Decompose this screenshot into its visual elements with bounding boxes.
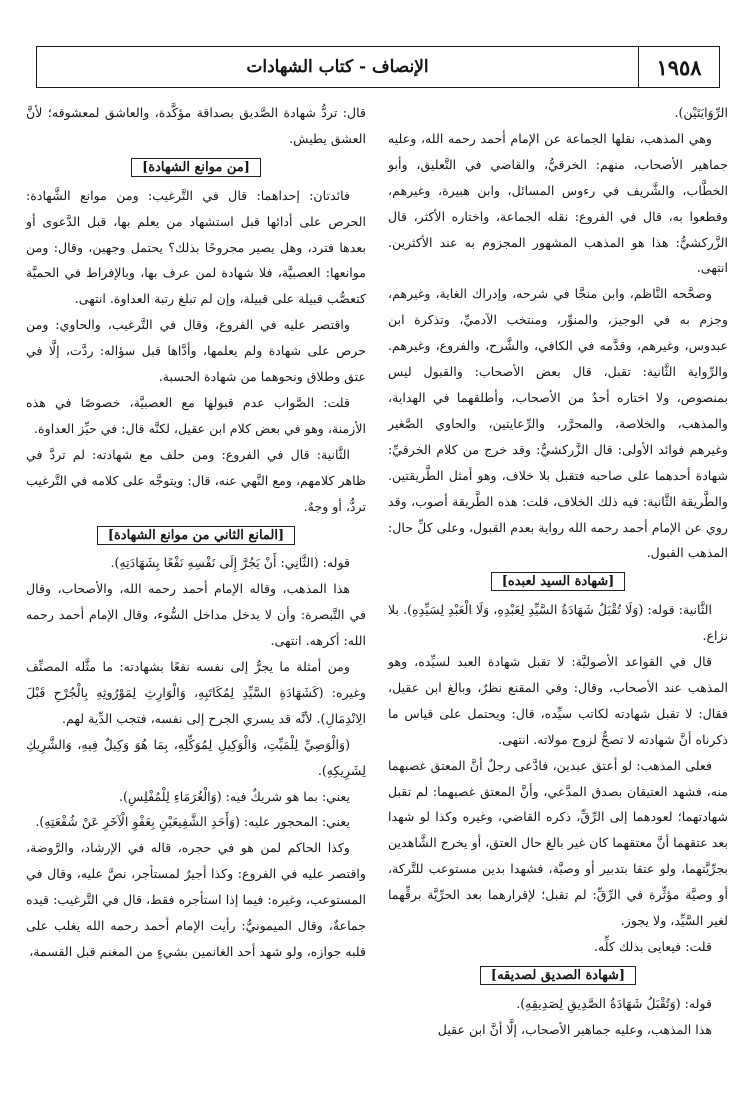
paragraph: واقتصر عليه في الفروع، وقال في التَّرغيب، والحاوي: ومن حرص على شهادة ولم يعلمها، وأدَّاها قبل سؤاله: ردَّت، إلَّا في عتق وطلاق ونحوهما من شهادة الحسبة. (26, 317, 366, 385)
section-heading-text: [من موانع الشهادة] (131, 158, 261, 177)
paragraph: قلت: الصَّواب عدم قبولها مع العصبيَّة، خصوصًا في هذه الأزمنة، وهو في بعض كلام ابن عقيل، لكنَّه قال: في حيِّز العداوة. (26, 394, 366, 436)
paragraph: قال: تردُّ شهادة الصَّديق بصداقة مؤكَّدة، والعاشق لمعشوقه؛ لأنَّ العشق يطيش. (26, 105, 366, 146)
paragraph: هذا المذهب، وعليه جماهير الأصحاب، إلَّا أنَّ ابن عقيل (437, 1021, 712, 1037)
paragraph: وكذا الحاكم لمن هو في حجره، قاله في الإرشاد، والرَّوضة، واقتصر عليه في الفروع: وكذا أجيرٌ لمستأجر، نصَّ عليه، وقال في المستوعب، وغيره: فيما إذا استأجره فقط، قال في التَّرغيب: قيده جماعةٌ، وقال الميمونيُّ: رأيت الإمام أحمد رحمه الله يغلب على قلبه جوازه، ولو شهد أحد الغانمين بشيءٍ من المغنم قبل القسمة، (26, 840, 366, 959)
section-heading-text: [شهادة السيد لعبده] (491, 572, 626, 591)
paragraph: الثَّانية: قال في الفروع: ومن حلف مع شهادته: لم تردَّ في ظاهر كلامهم، ومع النَّهي عنه، قال: ويتوجَّه على كلامه في التَّرغيب تردُّ، أو وجهٌ. (26, 446, 366, 514)
page-header (36, 46, 720, 88)
right-column (388, 100, 728, 1043)
paragraph: (وَالْوَصِيِّ لِلْمَيِّتِ، وَالْوَكِيلِ لِمُوَكِّلِهِ، بِمَا هُوَ وَكِيلٌ فِيهِ، وَالشَّرِيكِ لِشَرِيكِهِ). (26, 736, 366, 778)
running-title: الإنصاف - كتاب الشهادات (246, 57, 429, 77)
section-heading (388, 962, 728, 989)
paragraph: الرِّوَايَتَيْن). (674, 105, 728, 120)
paragraph: الثَّانية: قوله: (وَلَا تُقْبَلُ شَهَادَةُ السَّيِّدِ لِعَبْدِهِ، وَلَا الْعَبْدِ لِسَيِّدِهِ). بلا نزاع. (388, 602, 728, 644)
page-number: ١٩٥٨ (638, 47, 719, 87)
paragraph: وهي المذهب، نقلها الجماعة عن الإمام أحمد رحمه الله، وعليه جماهير الأصحاب، منهم: الخرقيُّ، والقاضي في التَّعليق، وأبو الخطَّاب، والشَّريف في رءوس المسائل، وابن هبيرة، وغيرهم، وقطعوا به، قال في الفروع: نقله الجماعة، واختاره الأكثر، قال الزَّركشيُّ: هذا هو المذهب المشهور المجزوم به عند الأكثرين. انتهى. (388, 130, 728, 276)
paragraph: قوله: (وَتُقْبَلُ شَهَادَةُ الصَّدِيقِ لِصَدِيقِهِ). (516, 995, 712, 1011)
paragraph: قوله: (الثَّانِي: أَنْ يَجُرَّ إِلَى نَفْسِهِ نَفْعًا بِشَهَادَتِهِ). (110, 555, 350, 571)
paragraph: وصحَّحه النَّاظم، وابن منجَّا في شرحه، وإدراك الغاية، وغيرهم، وجزم به في الوجيز، والمنوِّر، ومنتخب الآدميِّ، وتذكرة ابن عبدوس، وغيرهم، وقدَّمه في الكافي، والشَّرح، والفروع، وغيرهم. والرِّواية الثَّانية: تقبل، قال بعض الأصحاب: والقبول ليس بمنصوص، ولا اختاره أحدٌ من الأصحاب، وأطلقهما في الهداية، والمذهب، والخلاصة، والمحرَّر، والرِّعايتين، والحاوي الصَّغير وغيرهم فوائد الأولى: قال الزَّركشيُّ: وقد خرج من كلام الخرقيِّ: شهادة أحدهما على صاحبه فتقبل بلا خلاف، وهو أمثل الطَّريقتين. والطَّريقة الثَّانية: فيه ذلك الخلاف، قلت: هذه الطَّريقة أصوب، وقد روي عن الإمام أحمد رحمه الله رواية بعدم القبول، وعلى كلِّ حال: المذهب القبول. (388, 286, 728, 561)
left-column (26, 100, 366, 965)
paragraph: قال في القواعد الأصوليَّة: لا تقبل شهادة العبد لسيِّده، وهو المذهب عند الأصحاب، وقال: وفي المقنع نظرٌ، وبالغ ابن عقيل، فقال: لا تقبل شهادته لكاتب سيِّده، قال: ويحتمل على قياس ما ذكرناه أنَّ شهادته لا تصحُّ لزوج مولاته. انتهى. (388, 654, 728, 747)
section-heading (26, 522, 366, 549)
paragraph: يعني: المحجور عليه: (وَأَحَدِ الشَّفِيعَيْنِ بِعَفْوِ الْآخَرِ عَنْ شُفْعَتِهِ). (35, 814, 350, 830)
paragraph: فعلى المذهب: لو أعتق عبدين، فادَّعى رجلٌ أنَّ المعتق غصبهما منه، فشهد العتيقان بصدق المدَّعي، وأنَّ المعتق غصبهما: لم تقبل شهادتهما؛ لعودهما إلى الرِّقِّ، ذكره القاضي، وغيره وكذا لو شهدا بعد عتقهما أنَّ معتقهما كان غير بالغ حال العتق، أو يخرج الشَّاهدين بجرِّيَّتهما، ولو عتقا بتدبير أو وصيَّة، فشهدا بدين مستوعب للتَّركة، أو وصيَّة مؤثِّرة في الرِّقِّ: لم تقبل؛ لإقرارهما بعد الحرِّيَّة برقِّهما لغير السَّيِّد، ولا يجوز. (388, 757, 728, 929)
paragraph: يعني: بما هو شريكٌ فيه: (وَالْغُرَمَاءِ لِلْمُفْلِسِ). (118, 788, 350, 804)
section-heading (26, 154, 366, 181)
section-heading-text: [شهادة الصديق لصديقه] (480, 966, 636, 985)
paragraph: فائدتان: إحداهما: قال في التَّرغيب: ومن موانع الشَّهادة: الحرص على أدائها قبل استشهاد من يعلم بها، قبل الدَّعوى أو بعدها فترد، وهل يصير مجروحًا بذلك؟ يحتمل وجهين، وقال: ومن موانعها: العصبيَّة، فلا شهادة لمن عرف بها، وبالإفراط في الحميَّة كتعصُّب قبيلة على قبيلة، وإن لم تبلغ رتبة العداوة. انتهى. (26, 187, 366, 307)
paragraph: قلت: فيعايى بذلك كلِّه. (593, 939, 712, 954)
section-heading (388, 568, 728, 595)
paragraph: هذا المذهب، وقاله الإمام أحمد رحمه الله، والأصحاب، وقال في التَّبصرة: وأن لا يدخل مداخل السُّوء، وقال الإمام أحمد رحمه الله: أكرهه. انتهى. (26, 581, 366, 649)
paragraph: ومن أمثلة ما يجرُّ إلى نفسه نفعًا بشهادته: ما مثَّله المصنِّف وغيره: (كَشَهَادَةِ السَّيِّدِ لِمُكَاتَبِهِ، وَالْوَارِثِ لِمَوْرُوثِهِ بِالْجُرْحِ قَبْلَ الِانْدِمَالِ). لأنَّه قد يسري الجرح إلى نفسه، فتجب الدِّية لهم. (26, 659, 366, 726)
section-heading-text: [المانع الثاني من موانع الشهادة] (97, 526, 295, 545)
